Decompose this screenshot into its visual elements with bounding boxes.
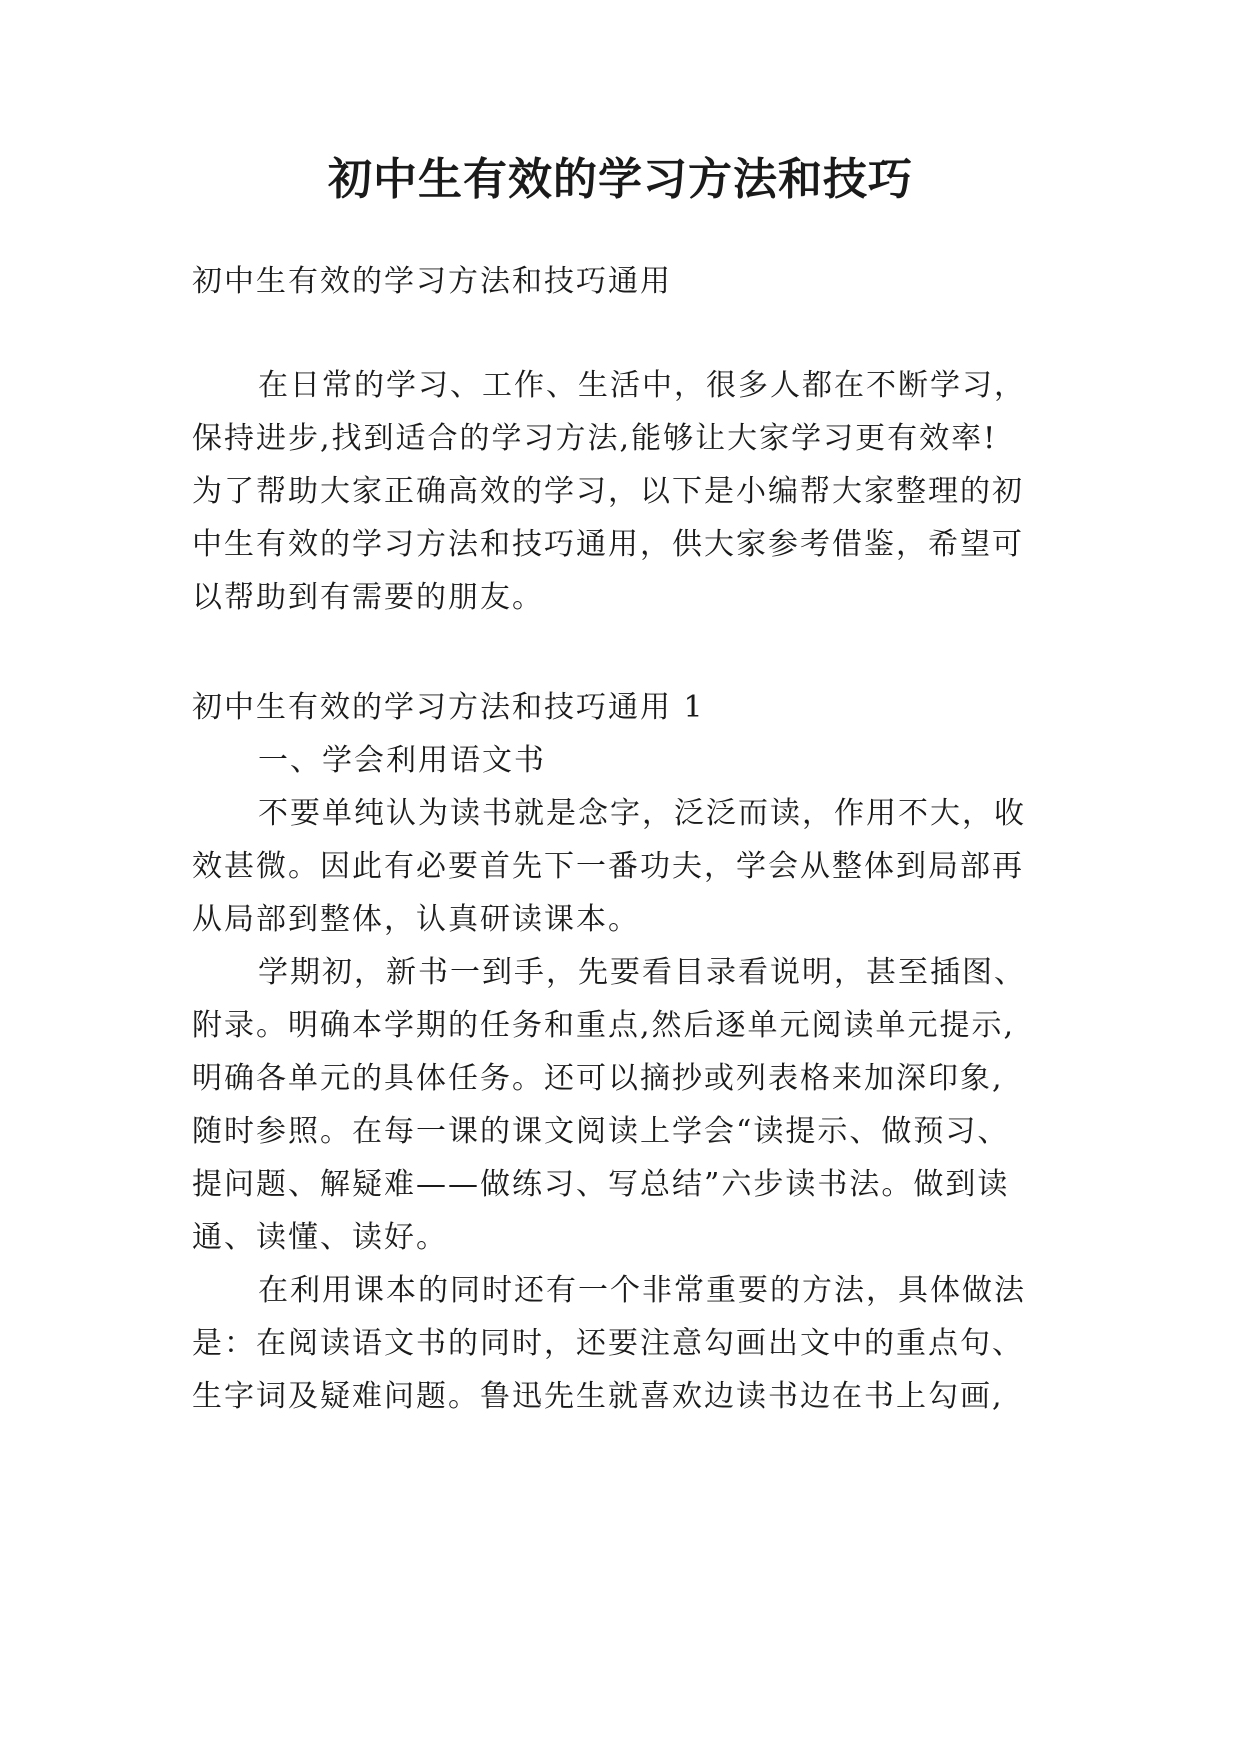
paragraph-line: 提问题、解疑难——做练习、写总结”六步读书法。做到读 — [192, 1167, 1010, 1202]
paragraph-line: 明确各单元的具体任务。还可以摘抄或列表格来加深印象, — [192, 1061, 1004, 1096]
section-heading: 初中生有效的学习方法和技巧通用 1 — [192, 690, 705, 725]
intro-line: 中生有效的学习方法和技巧通用，供大家参考借鉴，希望可 — [192, 527, 1024, 562]
paragraph-line: 不要单纯认为读书就是念字，泛泛而读，作用不大，收 — [258, 796, 1026, 831]
paragraph-line: 从局部到整体，认真研读课本。 — [192, 902, 640, 937]
paragraph-line: 是：在阅读语文书的同时，还要注意勾画出文中的重点句、 — [192, 1326, 1024, 1361]
paragraph-line: 通、读懂、读好。 — [192, 1220, 448, 1255]
intro-line: 保持进步,找到适合的学习方法,能够让大家学习更有效率! — [192, 421, 998, 456]
intro-line: 在日常的学习、工作、生活中，很多人都在不断学习， — [258, 368, 1026, 403]
paragraph-line: 效甚微。因此有必要首先下一番功夫，学会从整体到局部再 — [192, 849, 1024, 884]
paragraph-line: 附录。明确本学期的任务和重点,然后逐单元阅读单元提示, — [192, 1008, 1016, 1043]
paragraph-line: 生字词及疑难问题。鲁迅先生就喜欢边读书边在书上勾画, — [192, 1379, 1004, 1414]
paragraph-line: 在利用课本的同时还有一个非常重要的方法，具体做法 — [258, 1273, 1026, 1308]
paragraph-line: 学期初，新书一到手，先要看目录看说明，甚至插图、 — [258, 955, 1026, 990]
intro-line: 为了帮助大家正确高效的学习，以下是小编帮大家整理的初 — [192, 474, 1024, 509]
subsection-heading: 一、学会利用语文书 — [258, 743, 546, 778]
document-title: 初中生有效的学习方法和技巧 — [328, 154, 913, 205]
paragraph-line: 随时参照。在每一课的课文阅读上学会“读提示、做预习、 — [192, 1114, 1010, 1149]
document-subtitle: 初中生有效的学习方法和技巧通用 — [192, 264, 672, 299]
intro-line: 以帮助到有需要的朋友。 — [192, 580, 544, 615]
